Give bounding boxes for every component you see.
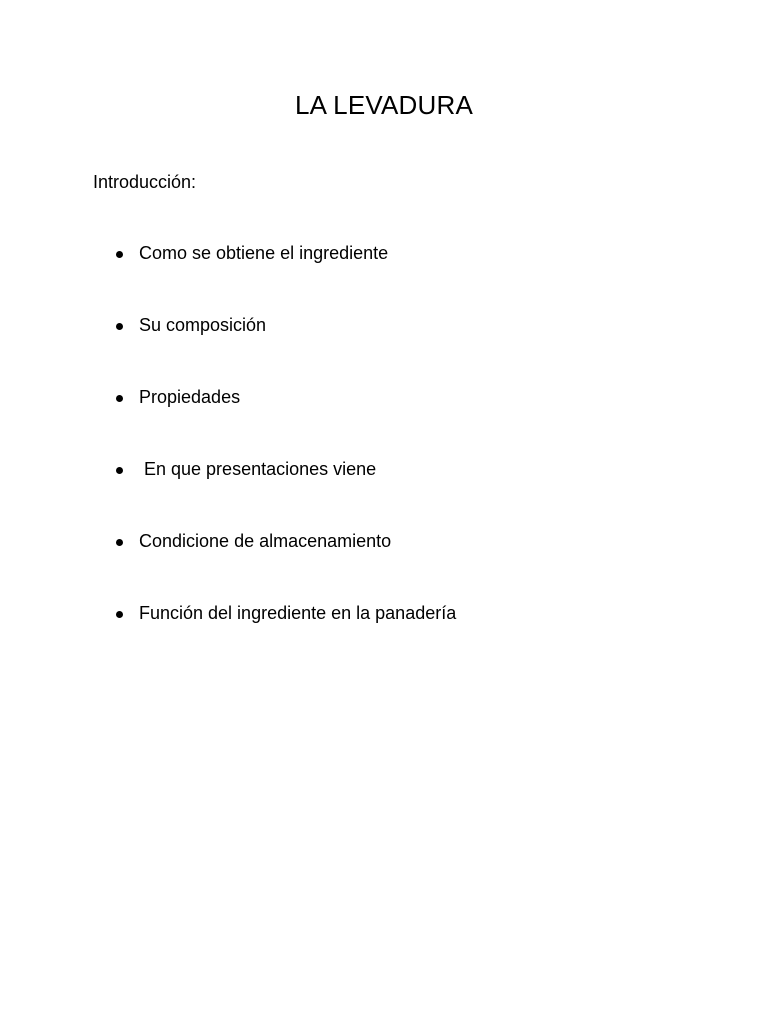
list-item-text: En que presentaciones viene [144, 459, 377, 479]
bullet-icon [116, 539, 123, 546]
bullet-icon [116, 395, 123, 402]
list-item-text: Propiedades [139, 387, 241, 407]
bullet-icon [116, 323, 123, 330]
list-item-text: Función del ingrediente en la panadería [139, 603, 457, 623]
list-item-text: Su composición [139, 315, 267, 335]
intro-label: Introducción: [93, 172, 197, 192]
bullet-icon [116, 251, 123, 258]
bullet-icon [116, 611, 123, 618]
document-title: LA LEVADURA [294, 90, 474, 120]
list-item-text: Condicione de almacenamiento [139, 531, 392, 551]
list-item-text: Como se obtiene el ingrediente [139, 243, 389, 263]
bullet-icon [116, 467, 123, 474]
